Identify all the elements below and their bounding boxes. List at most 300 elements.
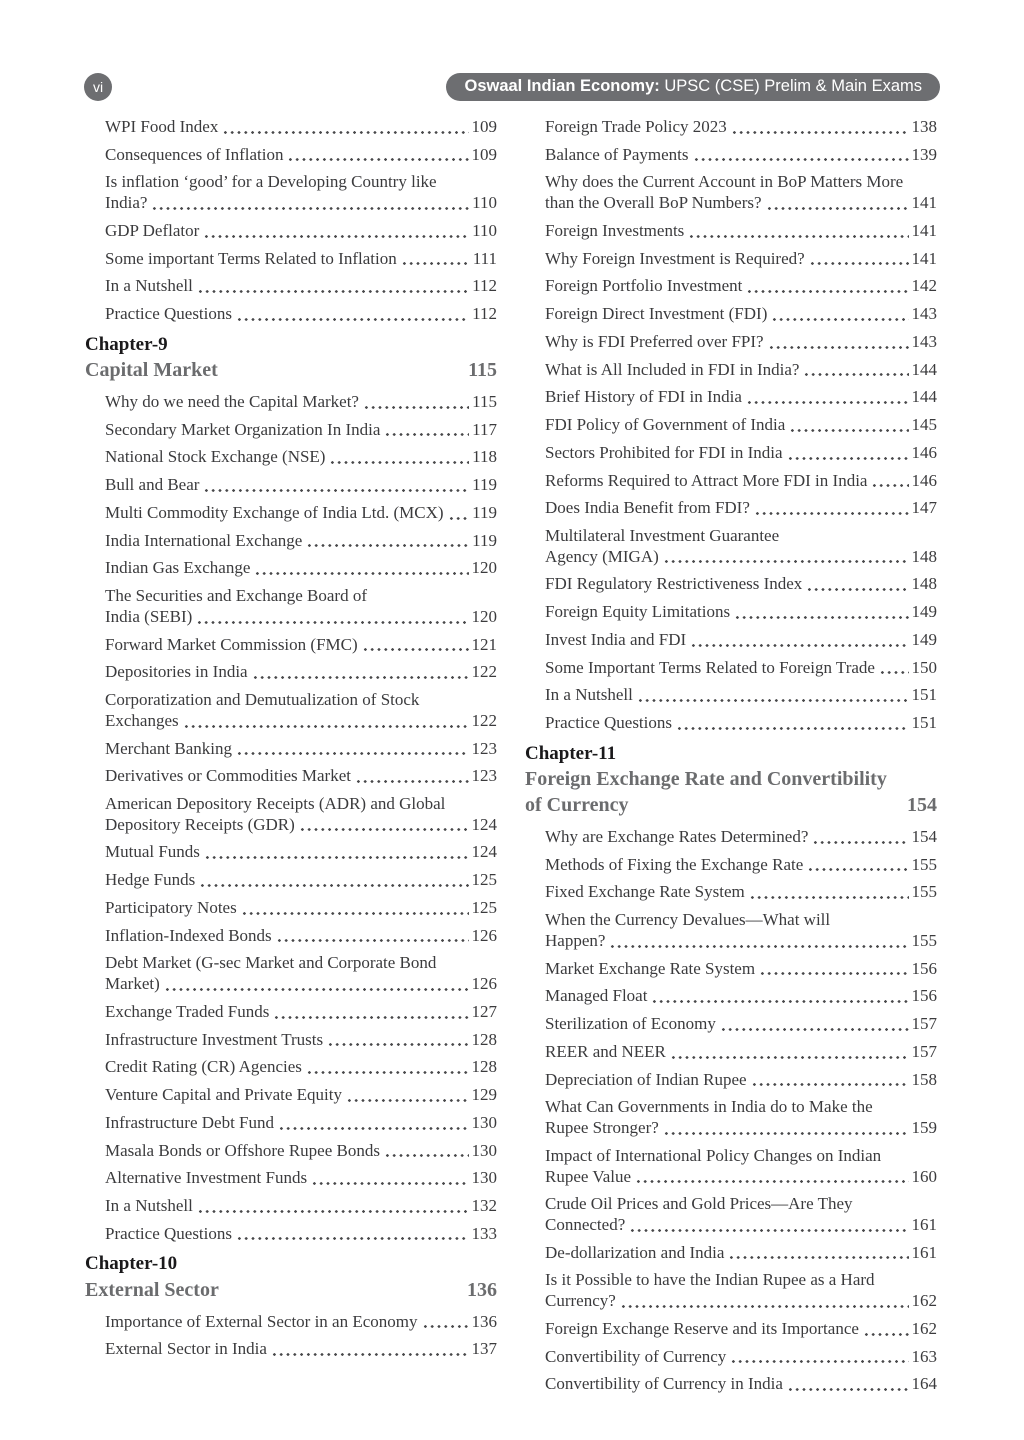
- page-number: 123: [471, 766, 497, 786]
- toc-entry: [525, 1042, 937, 1063]
- dot-leader: [306, 544, 469, 547]
- toc-entry: [85, 926, 497, 947]
- toc-entry-text: GDP Deflator: [105, 220, 200, 240]
- toc-entry: [85, 1168, 497, 1189]
- toc-entry-last-line: [545, 304, 937, 325]
- page-number: 142: [911, 276, 937, 296]
- toc-entry-text: than the Overall BoP Numbers?: [545, 193, 762, 213]
- toc-entry: [525, 630, 937, 651]
- toc-entry-text: In a Nutshell: [105, 276, 193, 296]
- toc-entry: [525, 117, 937, 138]
- toc-entry-text: Rupee Stronger?: [545, 1118, 659, 1138]
- toc-entry-text: Market Exchange Rate System: [545, 958, 756, 978]
- toc-entry-text: FDI Policy of Government of India: [545, 415, 786, 435]
- toc-entry-last-line: [105, 739, 497, 760]
- toc-entry-text: Some important Terms Related to Inflation: [105, 248, 397, 268]
- page-number: 162: [911, 1318, 937, 1338]
- toc-entry: [85, 1113, 497, 1134]
- page-number: 118: [472, 447, 497, 467]
- toc-entry: [85, 392, 497, 413]
- toc-entry-text: Why does the Current Account in BoP Matters More: [545, 172, 904, 192]
- toc-entry: [85, 420, 497, 441]
- toc-entry: [525, 249, 937, 270]
- dot-leader: [278, 1127, 468, 1130]
- toc-entry-text: Foreign Exchange Reserve and its Importance: [545, 1318, 859, 1338]
- toc-entry-text: The Securities and Exchange Board of: [105, 586, 367, 606]
- toc-entry-last-line: [545, 1014, 937, 1035]
- dot-leader: [362, 648, 469, 651]
- toc-entry: [85, 1057, 497, 1078]
- toc-entry-last-line: [545, 1167, 937, 1188]
- chapter-title-spacer: [629, 792, 908, 818]
- toc-entry-last-line: [545, 221, 937, 242]
- toc-entry: [85, 690, 497, 731]
- toc-entry-last-line: [545, 387, 937, 408]
- toc-entry-last-line: [545, 1215, 937, 1236]
- page-number: 143: [911, 304, 937, 324]
- toc-entry: [85, 870, 497, 891]
- page-number: 155: [911, 930, 937, 950]
- page-number: 150: [911, 657, 937, 677]
- dot-leader: [252, 676, 469, 679]
- dot-leader: [384, 1154, 469, 1157]
- toc-entry: [85, 898, 497, 919]
- toc-entry-last-line: [545, 360, 937, 381]
- toc-entry-last-line: [545, 1070, 937, 1091]
- dot-leader: [422, 1325, 469, 1328]
- page-number: 148: [911, 546, 937, 566]
- toc-entry-text: Convertibility of Currency in India: [545, 1374, 783, 1394]
- toc-entry-text: Venture Capital and Private Equity: [105, 1085, 342, 1105]
- toc-entry-text: Consequences of Inflation: [105, 144, 284, 164]
- toc-entry: [85, 739, 497, 760]
- page-number: 145: [911, 415, 937, 435]
- chapter-title-spacer: [219, 1277, 467, 1303]
- toc-entry: [525, 1146, 937, 1187]
- toc-entry-last-line: [545, 117, 937, 138]
- toc-entry-last-line: [545, 547, 937, 568]
- dot-leader: [183, 725, 469, 728]
- toc-entry-last-line: [545, 931, 937, 952]
- toc-entry: [525, 1374, 937, 1395]
- toc-entry-last-line: [105, 531, 497, 552]
- toc-entry-last-line: [105, 1113, 497, 1134]
- toc-entry-text: Depositories in India: [105, 662, 248, 682]
- toc-entry-last-line: [105, 662, 497, 683]
- chapter-heading: [85, 332, 497, 383]
- toc-entry-last-line: [105, 1141, 497, 1162]
- toc-entry-text: Is inflation ‘good’ for a Developing Country like: [105, 172, 437, 192]
- toc-entry-last-line: [545, 498, 937, 519]
- toc-entry-text: Foreign Trade Policy 2023: [545, 117, 727, 136]
- toc-entry-last-line: [545, 685, 937, 706]
- toc-entry-text: Credit Rating (CR) Agencies: [105, 1057, 302, 1077]
- dot-leader: [693, 158, 909, 161]
- toc-entry: [85, 531, 497, 552]
- dot-leader: [663, 560, 909, 563]
- dot-leader: [151, 207, 469, 210]
- page-number: 159: [911, 1118, 937, 1138]
- toc-entry: [85, 503, 497, 524]
- dot-leader: [754, 512, 909, 515]
- chapter-heading: [85, 1251, 497, 1302]
- toc-entry-last-line: [105, 420, 497, 441]
- toc-entry-last-line: [545, 332, 937, 353]
- page-number: 124: [471, 814, 497, 834]
- toc-entry: [85, 145, 497, 166]
- toc-entry: [525, 1319, 937, 1340]
- chapter-number: Chapter-10: [85, 1253, 178, 1275]
- toc-entry-text: Agency (MIGA): [545, 546, 659, 566]
- toc-entry-text: Foreign Equity Limitations: [545, 602, 731, 622]
- toc-column-right: [525, 117, 937, 1402]
- dot-leader: [327, 1043, 468, 1046]
- toc-entry-text: Foreign Direct Investment (FDI): [545, 304, 768, 324]
- dot-leader: [787, 457, 909, 460]
- page-number: 141: [911, 248, 937, 268]
- toc-column-left: [85, 117, 497, 1402]
- running-title-band: [446, 73, 940, 102]
- dot-leader: [863, 1333, 909, 1336]
- page-number: 110: [472, 220, 497, 240]
- page-number: 163: [911, 1346, 937, 1366]
- page-number: 146: [911, 470, 937, 490]
- dot-leader: [771, 318, 908, 321]
- page-number: 162: [911, 1291, 937, 1311]
- dot-leader: [629, 1229, 908, 1232]
- toc-entry: [525, 498, 937, 519]
- toc-entry-last-line: [545, 471, 937, 492]
- toc-entry-text: Sectors Prohibited for FDI in India: [545, 442, 783, 462]
- dot-leader: [787, 1388, 909, 1391]
- toc-entry-last-line: [105, 635, 497, 656]
- page-number: 146: [911, 442, 937, 462]
- toc-entry-last-line: [105, 304, 497, 325]
- page-number: 121: [471, 634, 497, 654]
- toc-entry-text: Practice Questions: [545, 713, 672, 733]
- toc-entry: [525, 304, 937, 325]
- toc-entry-text: Crude Oil Prices and Gold Prices—Are They: [545, 1194, 853, 1214]
- page-number: 109: [471, 117, 497, 136]
- toc-entry: [525, 882, 937, 903]
- toc-entry: [525, 910, 937, 951]
- toc-entry-text: Impact of International Policy Changes on Indian: [545, 1145, 882, 1165]
- page-number: 147: [911, 498, 937, 518]
- chapter-title-row: [525, 792, 937, 818]
- toc-entry-text: Secondary Market Organization In India: [105, 419, 381, 439]
- toc-entry: [525, 574, 937, 595]
- toc-entry: [525, 1097, 937, 1138]
- page-number: 120: [471, 606, 497, 626]
- dot-leader: [806, 588, 908, 591]
- dot-leader: [720, 1028, 909, 1031]
- page-number: 112: [472, 276, 497, 296]
- page-number: 161: [911, 1214, 937, 1234]
- toc-entry-last-line: [105, 1085, 497, 1106]
- toc-entry-text: Infrastructure Investment Trusts: [105, 1029, 324, 1049]
- toc-entry-text: Bull and Bear: [105, 475, 200, 495]
- toc-entry-text: What is All Included in FDI in India?: [545, 359, 800, 379]
- page-number: 132: [471, 1195, 497, 1215]
- dot-leader: [768, 346, 909, 349]
- toc-entry-last-line: [105, 392, 497, 413]
- dot-leader: [164, 988, 469, 991]
- dot-leader: [363, 406, 469, 409]
- toc-entry-last-line: [545, 855, 937, 876]
- toc-entry: [525, 1243, 937, 1264]
- toc-entry-text: External Sector in India: [105, 1339, 267, 1359]
- toc-entry-text: In a Nutshell: [105, 1195, 193, 1215]
- toc-entry-last-line: [545, 882, 937, 903]
- toc-entry: [525, 360, 937, 381]
- page-number: 130: [471, 1112, 497, 1132]
- toc-entry-last-line: [545, 1374, 937, 1395]
- dot-leader: [803, 373, 908, 376]
- page-number: 122: [471, 710, 497, 730]
- toc-entry-last-line: [105, 503, 497, 524]
- toc-entry: [525, 387, 937, 408]
- toc-entry: [525, 1014, 937, 1035]
- toc-entry-last-line: [545, 415, 937, 436]
- toc-entry-last-line: [105, 607, 497, 628]
- toc-entry: [85, 172, 497, 213]
- page-number: 125: [471, 870, 497, 890]
- toc-entry: [525, 471, 937, 492]
- toc-entry: [525, 1347, 937, 1368]
- toc-entry: [85, 117, 497, 138]
- toc-entry: [85, 662, 497, 683]
- toc-entry-last-line: [545, 193, 937, 214]
- toc-entry: [85, 1312, 497, 1333]
- page-header: [0, 72, 1024, 102]
- page-number: 149: [911, 602, 937, 622]
- dot-leader: [271, 1353, 469, 1356]
- toc-entry-text: Why are Exchange Rates Determined?: [545, 826, 809, 846]
- toc-entry-last-line: [105, 145, 497, 166]
- page-number: 156: [911, 986, 937, 1006]
- dot-leader: [759, 972, 908, 975]
- page-number: 144: [911, 359, 937, 379]
- toc-entry-last-line: [545, 1243, 937, 1264]
- page-number: 143: [911, 331, 937, 351]
- toc-entry-text: India International Exchange: [105, 530, 303, 550]
- dot-leader: [306, 1071, 469, 1074]
- page-number: 136: [471, 1311, 497, 1331]
- dot-leader: [311, 1182, 468, 1185]
- book-title-rest: UPSC (CSE) Prelim & Main Exams: [659, 76, 922, 95]
- page-number: 138: [911, 117, 937, 136]
- chapter-title: of Currency: [525, 793, 629, 816]
- page-number: 158: [911, 1069, 937, 1089]
- toc-entry: [85, 304, 497, 325]
- page-number: 149: [911, 629, 937, 649]
- toc-entry-last-line: [105, 926, 497, 947]
- toc-entry-last-line: [105, 1002, 497, 1023]
- toc-entry-last-line: [545, 1347, 937, 1368]
- toc-entry: [525, 685, 937, 706]
- toc-entry: [85, 794, 497, 835]
- toc-entry: [85, 1224, 497, 1245]
- toc-entry-text: Practice Questions: [105, 304, 232, 324]
- dot-leader: [879, 671, 909, 674]
- toc-entry-last-line: [105, 221, 497, 242]
- dot-leader: [273, 1016, 468, 1019]
- chapter-number: Chapter-11: [525, 742, 617, 764]
- dot-leader: [746, 290, 908, 293]
- toc-entry-last-line: [545, 443, 937, 464]
- toc-entry: [85, 558, 497, 579]
- toc-entry: [525, 1070, 937, 1091]
- toc-entry-last-line: [545, 1118, 937, 1139]
- page-number: 110: [472, 193, 497, 213]
- dot-leader: [401, 262, 470, 265]
- chapter-title-row: [85, 1277, 497, 1303]
- dot-leader: [222, 131, 468, 134]
- toc-entry: [85, 1085, 497, 1106]
- folio-page-number-badge: [84, 73, 112, 101]
- toc-entry-text: REER and NEER: [545, 1041, 666, 1061]
- toc-entry-text: Exchanges: [105, 710, 179, 730]
- toc-entry-text: Foreign Portfolio Investment: [545, 276, 743, 296]
- toc-entry: [525, 526, 937, 567]
- page-number: 112: [472, 304, 497, 324]
- toc-entry: [525, 1270, 937, 1311]
- dot-leader: [197, 1210, 469, 1213]
- chapter-page-number: 136: [467, 1278, 497, 1301]
- toc-entry: [525, 443, 937, 464]
- toc-entry-text: Is it Possible to have the Indian Rupee as a Hard: [545, 1270, 875, 1290]
- toc-entry-text: WPI Food Index: [105, 117, 219, 136]
- page-number: 141: [911, 220, 937, 240]
- page-number: 123: [471, 738, 497, 758]
- toc-entry-last-line: [105, 870, 497, 891]
- toc-entry-last-line: [105, 276, 497, 297]
- toc-entry-text: FDI Regulatory Restrictiveness Index: [545, 574, 803, 594]
- dot-leader: [746, 401, 909, 404]
- toc-entry-last-line: [545, 1319, 937, 1340]
- toc-entry-last-line: [545, 1042, 937, 1063]
- toc-entry-last-line: [545, 986, 937, 1007]
- toc-entry: [525, 658, 937, 679]
- chapter-title: External Sector: [85, 1278, 219, 1301]
- toc-entry-last-line: [545, 602, 937, 623]
- toc-entry-text: Convertibility of Currency: [545, 1346, 727, 1366]
- toc-entry: [525, 959, 937, 980]
- page-number: 160: [911, 1166, 937, 1186]
- toc-entry-text: India (SEBI): [105, 606, 193, 626]
- dot-leader: [448, 517, 470, 520]
- toc-entry: [85, 1141, 497, 1162]
- toc-entry: [525, 145, 937, 166]
- page-number: 129: [471, 1085, 497, 1105]
- toc-entry-last-line: [545, 713, 937, 734]
- toc-entry-text: Practice Questions: [105, 1223, 232, 1243]
- toc-entry: [85, 1339, 497, 1360]
- dot-leader: [871, 484, 908, 487]
- toc-entry: [525, 986, 937, 1007]
- page-number: 117: [472, 419, 497, 439]
- page-number: 161: [911, 1242, 937, 1262]
- chapter-title: Foreign Exchange Rate and Convertibility: [525, 767, 887, 790]
- toc-entry-last-line: [105, 974, 497, 995]
- toc-entry-last-line: [105, 1168, 497, 1189]
- chapter-title: Capital Market: [85, 358, 218, 381]
- toc-entry: [85, 475, 497, 496]
- toc-entry: [85, 635, 497, 656]
- page-number: 126: [471, 925, 497, 945]
- dot-leader: [199, 884, 468, 887]
- dot-leader: [236, 752, 469, 755]
- chapter-heading: [525, 741, 937, 818]
- toc-entry: [525, 713, 937, 734]
- toc-entry: [525, 855, 937, 876]
- toc-entry: [525, 276, 937, 297]
- toc-entry-last-line: [545, 630, 937, 651]
- dot-leader: [651, 1000, 908, 1003]
- page-number: 122: [471, 662, 497, 682]
- toc-entry-last-line: [105, 1339, 497, 1360]
- page-number: 155: [911, 882, 937, 902]
- toc-entry: [85, 249, 497, 270]
- toc-entry-text: Participatory Notes: [105, 897, 237, 917]
- toc-entry-text: Why do we need the Capital Market?: [105, 391, 359, 411]
- page-number: 119: [472, 530, 497, 550]
- toc-entry-last-line: [545, 827, 937, 848]
- toc-entry-last-line: [545, 276, 937, 297]
- page-number: 151: [911, 685, 937, 705]
- toc-entry: [85, 766, 497, 787]
- toc-entry-text: De-dollarization and India: [545, 1242, 725, 1262]
- toc-entry-text: Exchange Traded Funds: [105, 1001, 270, 1021]
- toc-entry: [525, 415, 937, 436]
- dot-leader: [789, 429, 908, 432]
- page-number: 157: [911, 1014, 937, 1034]
- toc-entry-text: Importance of External Sector in an Economy: [105, 1311, 418, 1331]
- toc-entry-text: American Depository Receipts (ADR) and Global: [105, 793, 446, 813]
- toc-entry: [525, 221, 937, 242]
- toc-entry-text: Fixed Exchange Rate System: [545, 882, 745, 902]
- toc-entry-text: Sterilization of Economy: [545, 1014, 716, 1034]
- page-number: 125: [471, 897, 497, 917]
- page-number: 119: [472, 502, 497, 522]
- dot-leader: [637, 699, 909, 702]
- dot-leader: [276, 939, 469, 942]
- dot-leader: [807, 868, 908, 871]
- page-number: 120: [471, 558, 497, 578]
- book-title-bold: Oswaal Indian Economy:: [464, 76, 660, 95]
- toc-entry: [85, 586, 497, 627]
- toc-entry-text: Derivatives or Commodities Market: [105, 766, 351, 786]
- page-number: 154: [911, 826, 937, 846]
- chapter-title-row: [85, 357, 497, 383]
- toc-entry-text: Why is FDI Preferred over FPI?: [545, 331, 764, 351]
- toc-entry: [85, 1196, 497, 1217]
- page-number: 119: [472, 475, 497, 495]
- page-number: 144: [911, 387, 937, 407]
- page-number: 133: [471, 1223, 497, 1243]
- page-number: 156: [911, 958, 937, 978]
- dot-leader: [730, 1360, 908, 1363]
- page-number: 111: [472, 248, 497, 268]
- toc-entry-text: Mutual Funds: [105, 842, 200, 862]
- toc-entry-last-line: [105, 1057, 497, 1078]
- toc-entry-text: Alternative Investment Funds: [105, 1168, 308, 1188]
- dot-leader: [254, 572, 468, 575]
- toc-entry-last-line: [105, 1030, 497, 1051]
- toc-entry: [85, 842, 497, 863]
- dot-leader: [688, 235, 908, 238]
- toc-entry-text: Brief History of FDI in India: [545, 387, 742, 407]
